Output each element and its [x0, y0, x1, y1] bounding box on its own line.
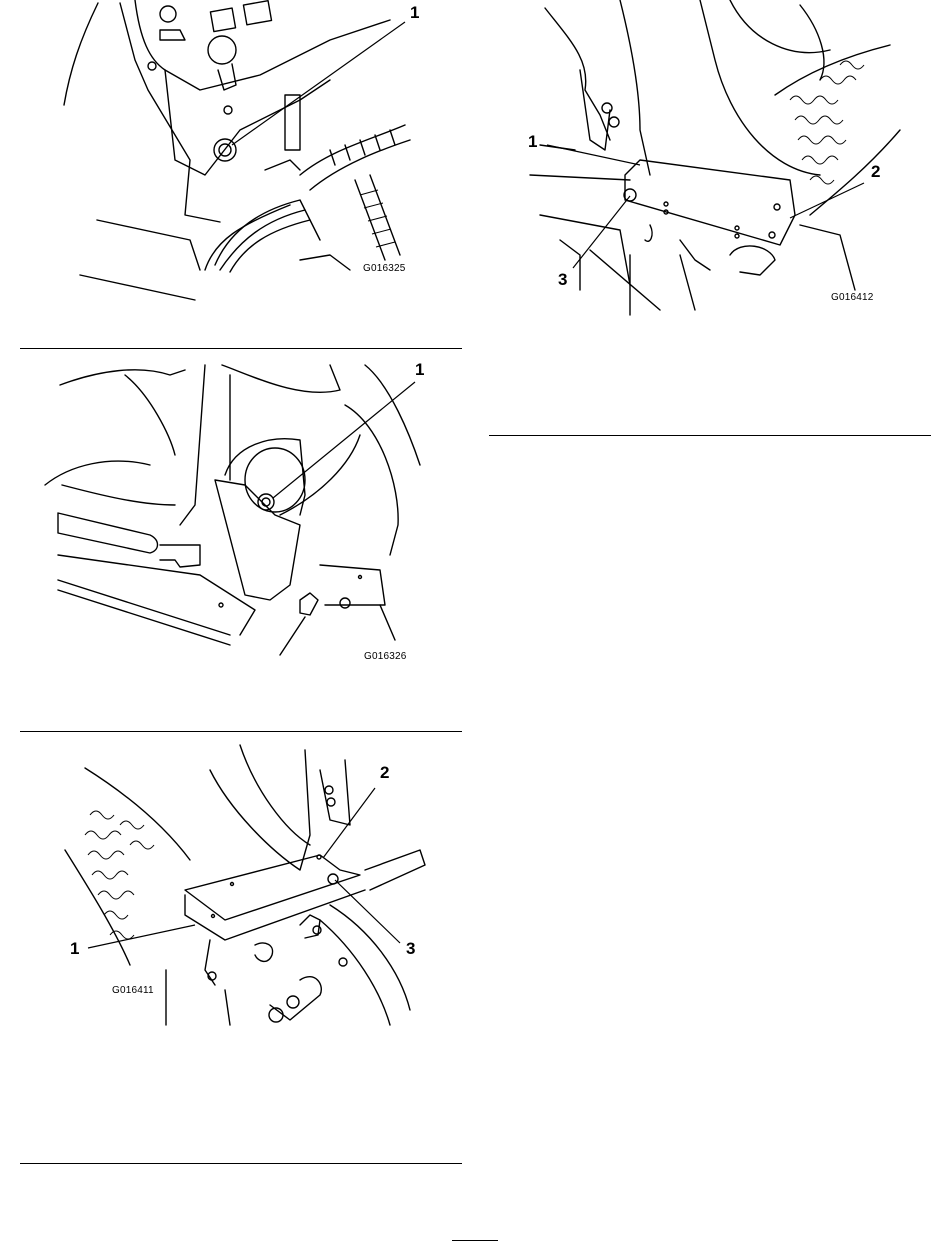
- figure-g016325: [0, 0, 470, 345]
- figure-g016411-callout-2: 2: [380, 763, 390, 782]
- figure-g016412-callout-3: 3: [558, 270, 568, 289]
- figure-g016411-callout-1: 1: [70, 939, 80, 958]
- figure-g016325-callout-1: 1: [410, 3, 420, 22]
- figure-g016412-callout-1: 1: [528, 132, 538, 151]
- divider: [20, 348, 462, 349]
- figure-g016326: [0, 355, 470, 685]
- figure-g016411-callout-3: 3: [406, 939, 416, 958]
- figure-g016411-code: G016411: [112, 985, 154, 996]
- figure-g016411: [0, 740, 470, 1040]
- figure-g016412-code: G016412: [831, 292, 874, 303]
- divider: [20, 1163, 462, 1164]
- figure-g016325-code: G016325: [363, 263, 406, 274]
- figure-g016412: [480, 0, 950, 315]
- figure-g016411-illustration: [0, 740, 470, 1040]
- figure-g016412-illustration: [480, 0, 950, 315]
- figure-g016326-illustration: [0, 355, 470, 685]
- divider: [489, 435, 931, 436]
- figure-g016326-callout-1: 1: [415, 360, 425, 379]
- figure-g016326-code: G016326: [364, 651, 407, 662]
- page-footer-line: [452, 1240, 498, 1241]
- figure-g016412-callout-2: 2: [871, 162, 881, 181]
- figure-g016325-illustration: [0, 0, 470, 345]
- divider: [20, 731, 462, 732]
